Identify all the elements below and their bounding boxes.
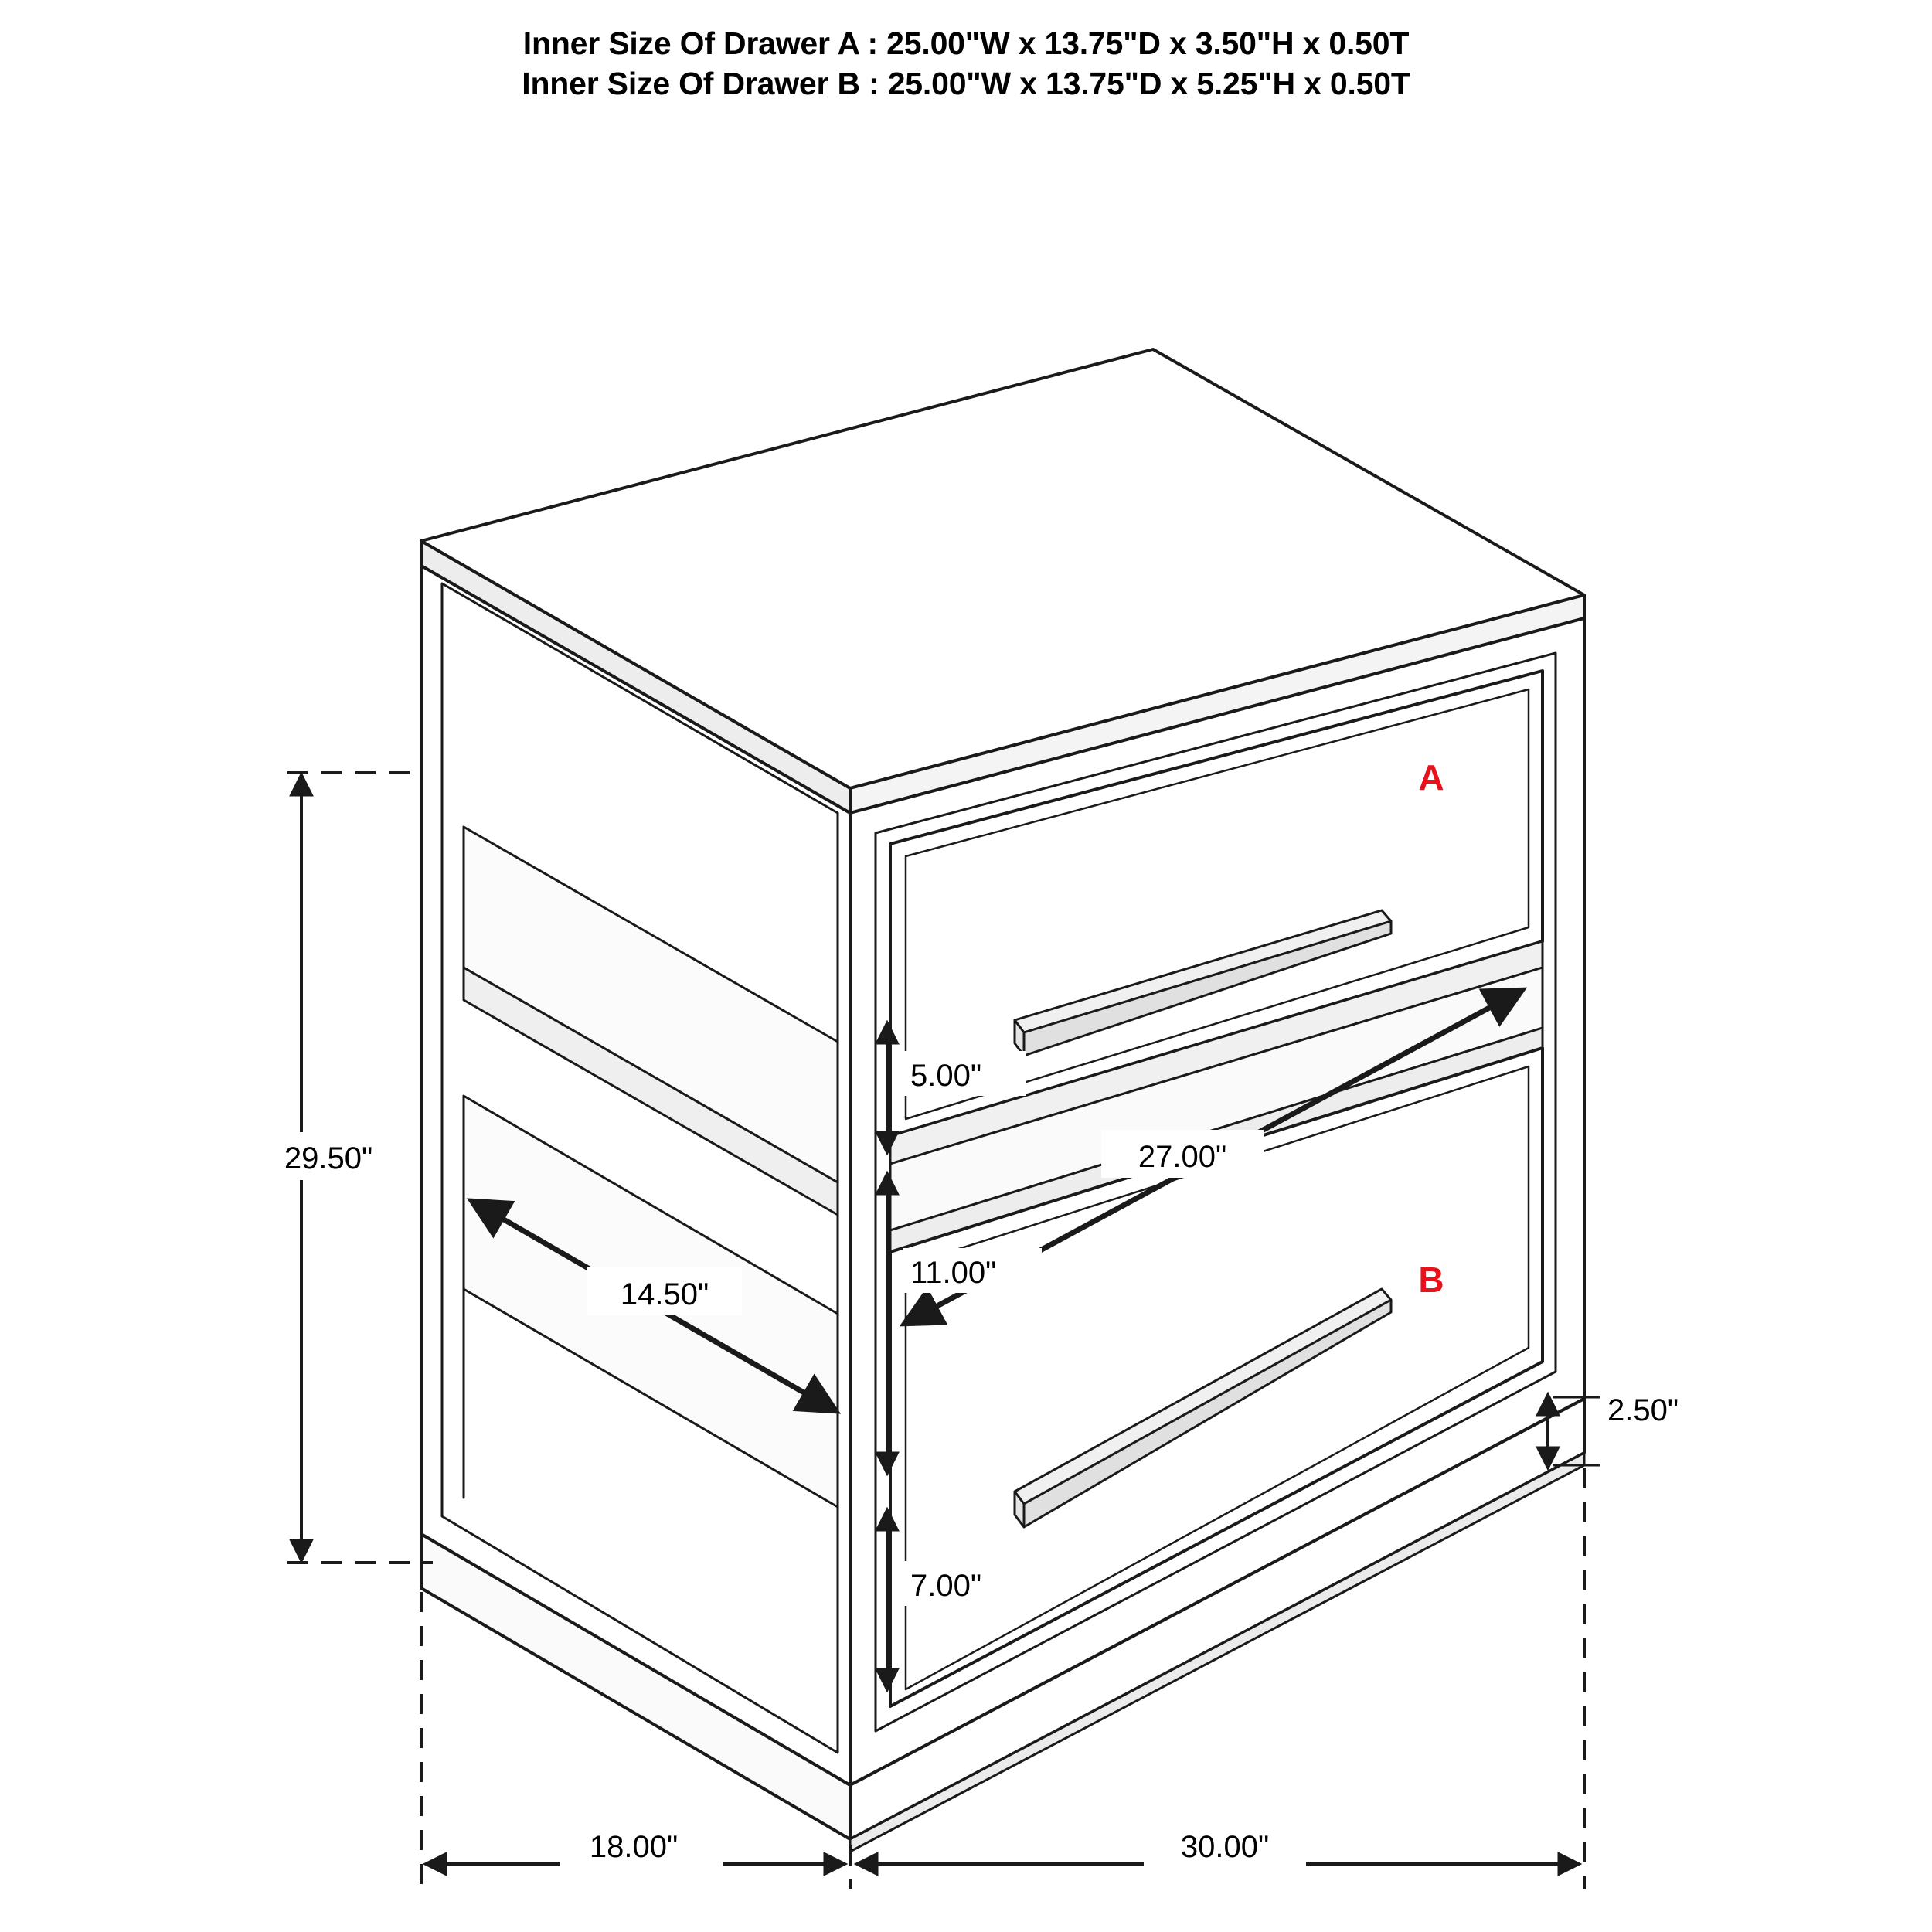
label-drawer-a: A <box>1418 757 1444 798</box>
label-drawer-b-top: 11.00" <box>910 1256 997 1290</box>
label-total-height: 29.50" <box>284 1141 373 1175</box>
label-drawer-a-height: 5.00" <box>910 1059 982 1093</box>
drawer-a-size-text: Inner Size Of Drawer A : 25.00"W x 13.75"D x 3.50"H x 0.50T <box>522 26 1410 61</box>
cabinet-geometry <box>421 349 1584 1852</box>
label-inner-depth: 14.50" <box>620 1277 709 1311</box>
drawer-b-size-text: Inner Size Of Drawer B : 25.00"W x 13.75"D x 5.25"H x 0.50T <box>522 66 1410 102</box>
label-base-height: 2.50" <box>1607 1393 1679 1427</box>
label-bottom-clearance: 7.00" <box>910 1569 982 1603</box>
label-drawer-b: B <box>1418 1260 1444 1300</box>
label-overall-width: 30.00" <box>1180 1830 1270 1864</box>
label-inner-width: 27.00" <box>1138 1140 1227 1174</box>
label-overall-depth: 18.00" <box>589 1830 679 1864</box>
